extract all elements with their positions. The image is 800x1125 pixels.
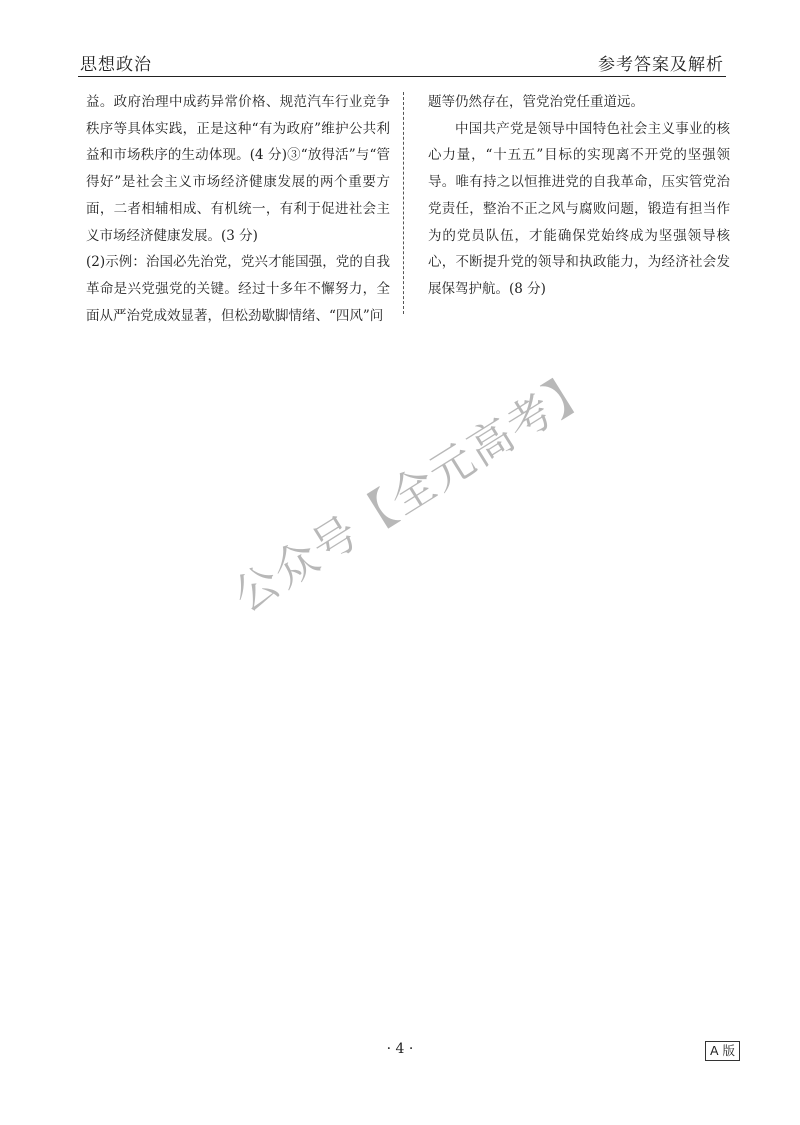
subject-title: 思想政治	[80, 55, 152, 75]
watermark-text: 公众号【全元高考】	[224, 359, 603, 623]
left-column	[86, 89, 390, 329]
page-header	[78, 44, 726, 77]
answer-paragraph-example: (2)示例：治国必先治党，党兴才能国强，党的自我革命是兴党强党的关键。经过十多年不懈努力，全面从严治党成效显著，但松劲歇脚情绪、“四风”问	[86, 254, 390, 324]
section-title: 参考答案及解析	[598, 55, 724, 75]
page-number: · 4 ·	[386, 1041, 414, 1057]
column-divider	[403, 92, 404, 314]
answer-paragraph-conclusion: 中国共产党是领导中国特色社会主义事业的核心力量，“十五五”目标的实现离不开党的坚强领导。唯有持之以恒推进党的自我革命，压实管党治党责任，整治不正之风与腐败问题，锻造有担当作为的党员队伍，才能确保党始终成为坚强领导核心，不断提升党的领导和执政能力，为经济社会发展保驾护航。(8 分)	[428, 120, 730, 297]
right-column	[428, 89, 730, 303]
answer-paragraph-continuation: 题等仍然存在，管党治党任重道远。	[428, 94, 644, 110]
answer-paragraph-continued: 益。政府治理中成药异常价格、规范汽车行业竞争秩序等具体实践，正是这种“有为政府”维护公共利益和市场秩序的生动体现。(4 分)③“放得活”与“管得好”是社会主义市场经济健康发展的两个重要方面，二者相辅相成、有机统一，有利于促进社会主义市场经济健康发展。(3 分)	[86, 94, 390, 244]
edition-badge: A 版	[705, 1041, 740, 1061]
